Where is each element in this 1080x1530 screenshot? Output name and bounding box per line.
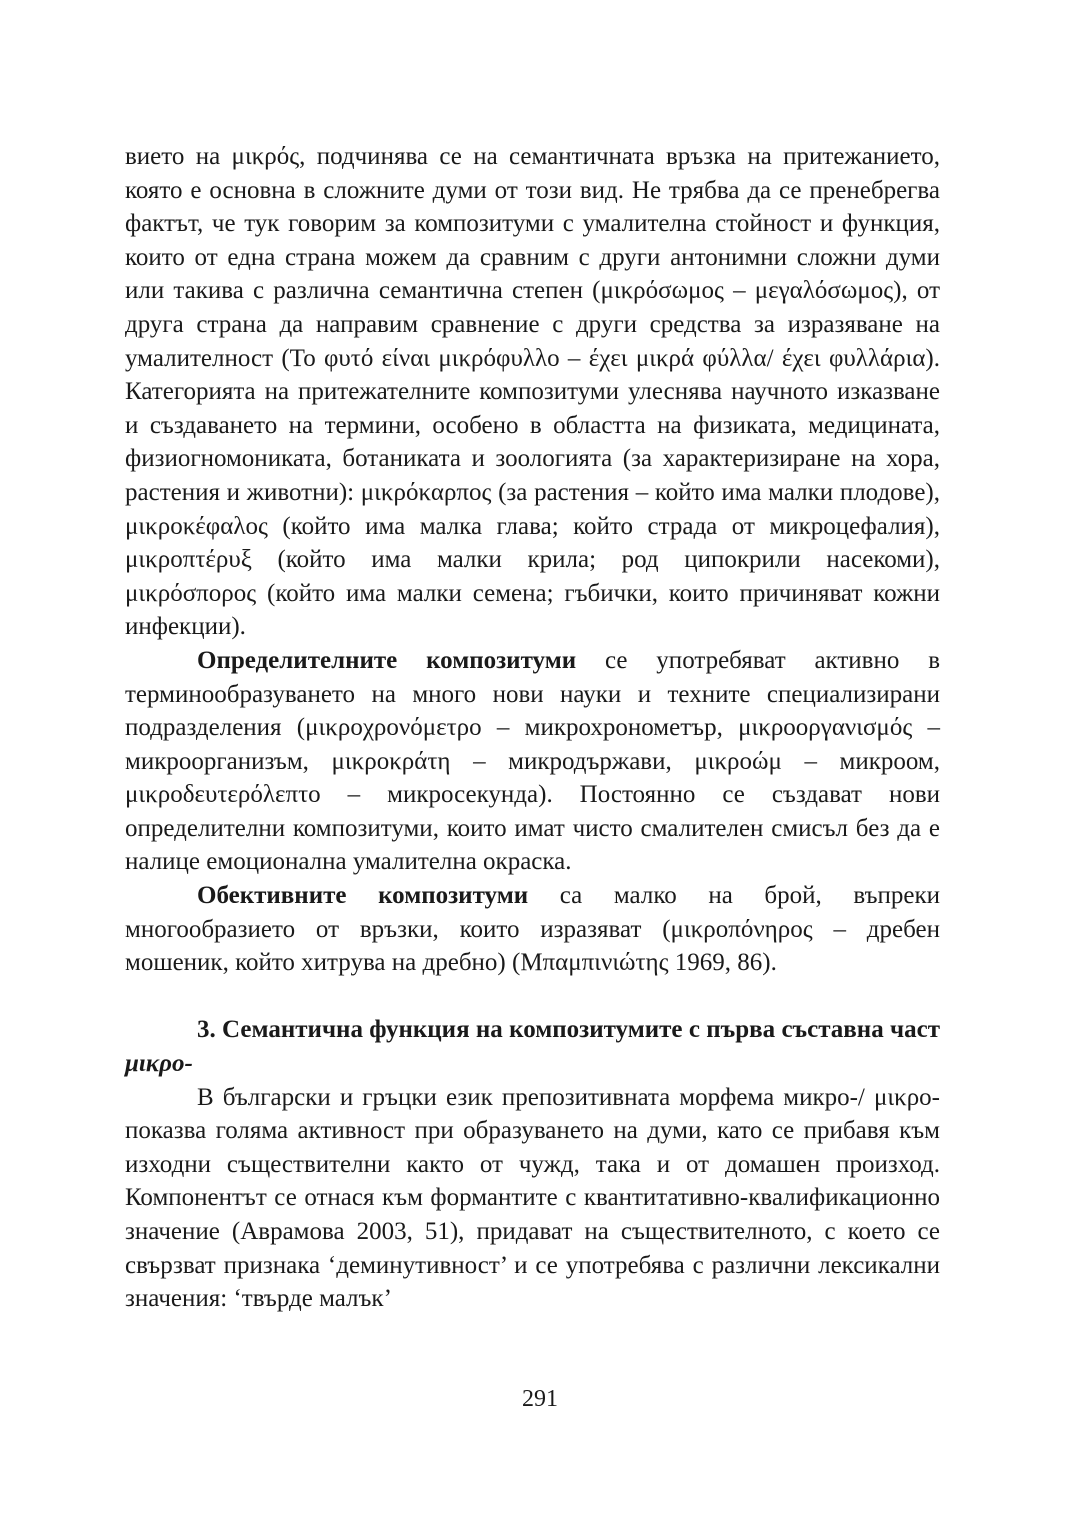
section-heading-text: 3. Семантична функция на композитумите с първа съставна част	[197, 1016, 940, 1044]
paragraph-possessive-composites	[125, 140, 940, 644]
paragraph-determinative-composites	[125, 644, 940, 879]
paragraph-objective-composites	[125, 879, 940, 980]
paragraph-bold-term: Определителните композитуми	[197, 646, 577, 674]
page-body	[125, 140, 940, 1316]
paragraph-text: се употребяват активно в терминообразуването на много нови науки и техните специализирани подразделения (μικροχρονόμετρο – микрохронометър, μικροοργανισμός – микроорганизъм, μικροκράτη – микродържави, μικροώμ – микроом, μικροδευτερόλεπτο – микросекунда). Постоянно се създават нови определителни композитуми, които имат чисто смалителен смисъл без да е налице емоционална умалителна окраска.	[125, 646, 940, 876]
paragraph-text: са малко на брой, въпреки многообразието от връзки, които изразяват (μικροπόνηρος – дребен мошеник, който хитрува на дребно) (Μπαμπινιώτης 1969, 86).	[125, 882, 941, 977]
page-number: 291	[522, 1386, 558, 1412]
paragraph-text: вието на μικρός, подчинява се на семантичната връзка на притежанието, която е основна в сложните думи от този вид. Не трябва да се пренебрегва фактът, че тук говорим за композитуми с умалителна стойност и функция, които от една страна можем да сравним с други антонимни сложни думи или такива с различна семантична степен (μικρόσωμος – μεγαλόσωμος), от друга страна да направим сравнение с други средства за изразяване на умалителност (Το φυτό είναι μικρόφυλλο – έχει μικρά φύλλα/ έχει φυλλάρια). Категорията на притежателните композитуми улеснява научното изказване и създаването на термини, особено в областта на физиката, медицината, физиогномониката, ботаниката и зоологията (за характеризиране на хора, растения и животни): μικρόκαρπος (за растения – който има малки плодове), μικροκέφαλος (който има малка глава; който страда от микроцефалия), μικροπτέρυξ (който има малки крила; род ципокрили насекоми), μικρόσπορος (който има малки семена; гъбички, които причиняват кожни инфекции).	[125, 143, 940, 641]
paragraph-section-intro	[125, 1081, 940, 1316]
paragraph-bold-term: Обективните композитуми	[197, 882, 529, 910]
paragraph-text: В български и гръцки език препозитивната морфема микро-/ μικρο- показва голяма активност при образуването на думи, като се прибавя към изходни съществителни както от чужд, така и от домашен произход. Компонентът се отнася към формантите с квантитативно-квалификационно значение (Аврамова 2003, 51), придават на съществителното, с което се свързват признака ‘деминутивност’ и се употребява с различни лексикални значения: ‘твърде малък’	[125, 1083, 940, 1313]
section-heading-italic: μικρο-	[125, 1050, 193, 1078]
section-heading	[125, 1013, 940, 1080]
